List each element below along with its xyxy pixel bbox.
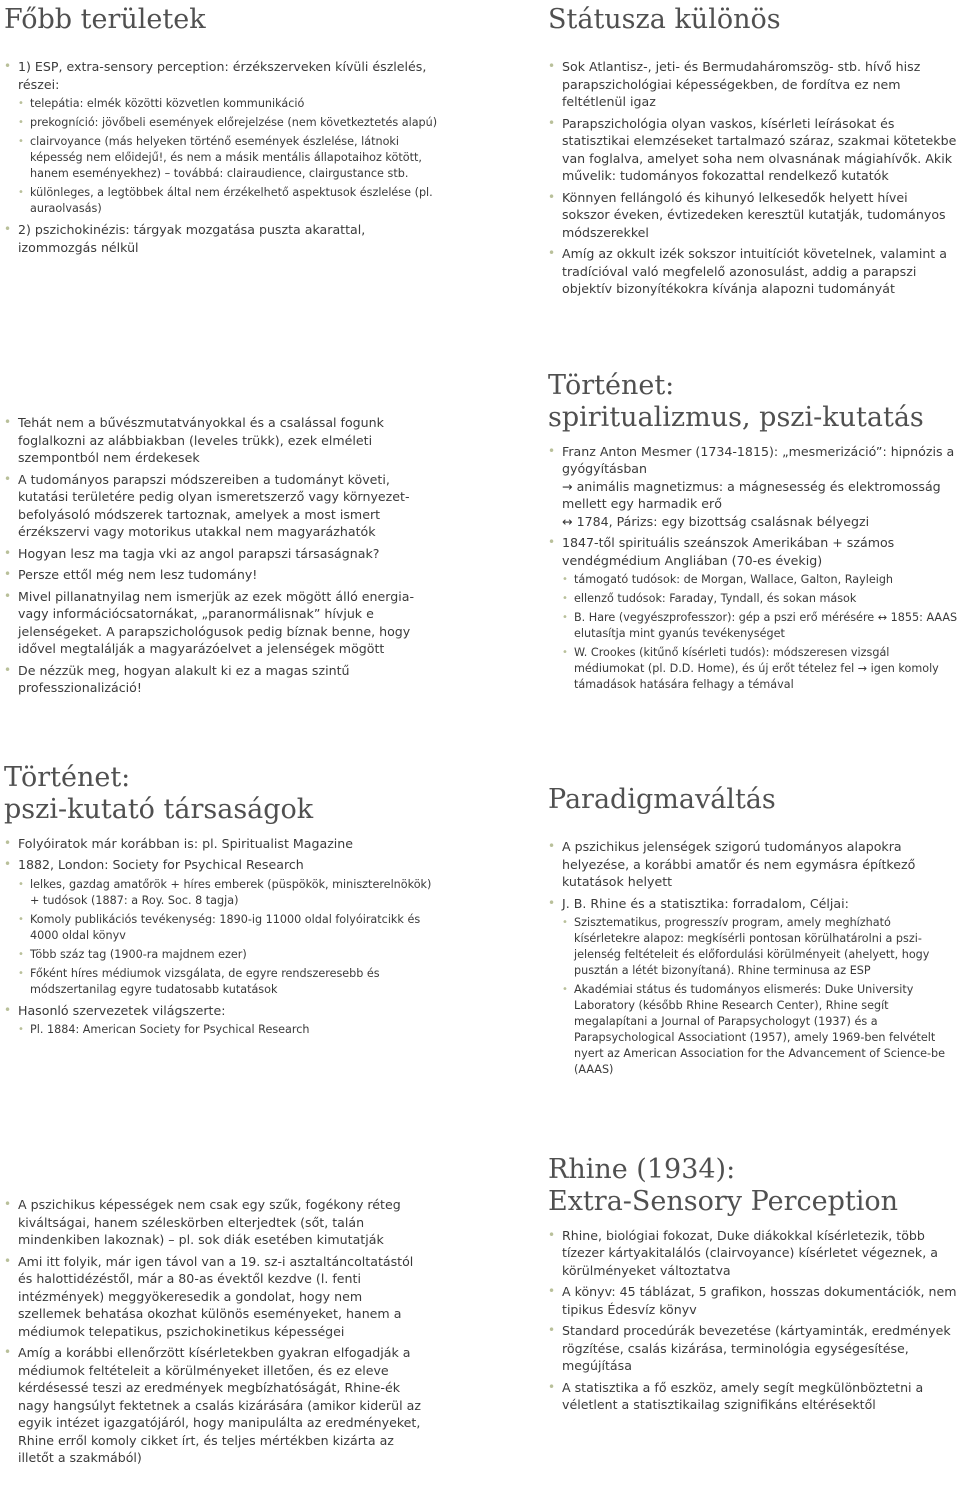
list-item: • 2) pszichokinézis: tárgyak mozgatása puszta akarattal, izommozgás nélkül [4, 221, 444, 256]
sub-item: • különleges, a legtöbbek által nem érzékelhető aspektusok észlelése (pl. auraolvasás) [18, 185, 444, 217]
sub-item: • ellenző tudósok: Faraday, Tyndall, és sokan mások [562, 591, 958, 607]
sub-item: • Főként híres médiumok vizsgálata, de egyre rendszeresebb és módszertanilag egyre tudatosabb kutatások [18, 966, 444, 998]
list-item: • 1847-től spirituális szeánszok Amerikában + számos vendégmédium Angliában (70-es évekig) • támogató tudósok: de Morgan, Wallace, Galton, Rayleigh • ellenző tudósok: Faraday, Tyndall, és sokan mások • B. Hare (vegyészprofesszor): gép a pszi erő mérésére ↔ 1855: AAAS elutasítja mint gyanús tevékenységet • W. Crookes (kitűnő kísérleti tudós): módszeresen vizsgál médiumokat (pl. D.D. Home), és új erőt tételez fel → igen komoly támadások hatására felhagy a témával [548, 534, 958, 693]
sub-item: • Több száz tag (1900-ra majdnem ezer) [18, 947, 444, 963]
list-item: • Amíg a korábbi ellenőrzött kísérletekben gyakran elfogadják a médiumok feltételeit a körülményeket illetően, és ez eleve kérdésessé teszi az eredmények megbízhatóságát, Rhine-ék nagy hangsúlyt fektetnek a csalás kizárására (amikor kiderül az egyik intézet igazgatójáról, hogy manipulálta az eredményeket, Rhine erről komoly cikket írt, és teljes mértékben kizárta az illetőt a szakmából) [4, 1344, 422, 1467]
sub-item: • W. Crookes (kitűnő kísérleti tudós): módszeresen vizsgál médiumokat (pl. D.D. Home), és új erőt tételez fel → igen komoly támadások hatására felhagy a témával [562, 645, 958, 693]
sub-item: • lelkes, gazdag amatőrök + híres emberek (püspökök, miniszterelnökök) + tudósok (1887: a Roy. Soc. 8 tagja) [18, 877, 444, 909]
list-item: • A pszichikus képességek nem csak egy szűk, fogékony réteg kiváltságai, hanem széleskörben elterjedtek (sőt, talán mindenkiben lakoznak) – pl. sok diák esetében kimutatják [4, 1196, 422, 1249]
sub-item: • telepátia: elmék közötti közvetlen kommunikáció [18, 96, 444, 112]
slide-title: Státusza különös [548, 4, 781, 35]
sub-item: • clairvoyance (más helyeken történő események észlelése, látnoki képesség nem előidejű!, és nem a másik mentális állapotaihoz kötött, hanem eseményekhez) – továbbá: clairaudience, clairgustance stb. [18, 134, 444, 182]
slide-title: Történet: spiritualizmus, pszi-kutatás [548, 370, 924, 434]
sub-item: • Szisztematikus, progresszív program, amely meghízható kísérletekre alapoz: megkísérli pontosan körülhatárolni a pszi-jelenség feltételeit és előfordulási körülményeit (ahelyett, hogy pusztán a létét bizonyítaná). Rhine terminusa az ESP [562, 915, 958, 979]
slide-title: Paradigmaváltás [548, 784, 776, 815]
slide-fobb-teruletek [4, 4, 444, 260]
list-item: • Mivel pillanatnyilag nem ismerjük az ezek mögött álló energia-vagy információcsatornákat, „paranormálisnak” hívjuk e jelenségeket. A parapszichológusok pedig bíznak benne, hogy idővel megtalálják a magyarázóelvet a jelenségek mögött [4, 588, 422, 658]
list-item: • Könnyen fellángoló és kihunyó lelkesedők helyett hívei sokszor éveken, évtizedeken keresztül kutatják, tudományos módszerekkel [548, 189, 958, 242]
list-item: • Amíg az okkult izék sokszor intuitíciót követelnek, valamint a tradícióval való megfelelő azonosulást, addig a parapszi objektív bizonyítékokra kívánja alapozni tudományát [548, 245, 958, 298]
slide-tortenet-spiritualizmus [548, 370, 958, 697]
list-item: • Ami itt folyik, már igen távol van a 19. sz-i asztaltáncoltatástól és halottidézéstől, már a 80-as évektől kezdve (l. fenti intézmények) meggyökeresedik a gondolat, hogy nem szellemek behatása okozhat különös eseményeket, hanem a médiumok telepatikus, pszichokinetikus képességei [4, 1253, 422, 1341]
list-item: • Hogyan lesz ma tagja vki az angol parapszi társaságnak? [4, 545, 422, 563]
list-item: • A tudományos parapszi módszereiben a tudományt követi, kutatási területére pedig olyan ismeretszerző vagy környezet-befolyásoló módszerek tartoznak, amelyek a most ismert érzékszervi vagy motorikus utakkal nem magyarázhatók [4, 471, 422, 541]
slide-tortenet-tarsasagok [4, 762, 444, 1042]
slide-bevezeto-folytatas [4, 414, 422, 701]
sub-item: • Akadémiai státus és tudományos elismerés: Duke University Laboratory (később Rhine Research Center), Rhine segít megalapítani a Journal of Parapsychologyt (1937) és a Parapsychological Associationt (1957), amely 1969-ben felvételt nyert az American Association for the Advancement of Science-be (AAAS) [562, 982, 958, 1078]
slide-paradigmavaltas [548, 784, 958, 1082]
list-item: • Standard procedúrák bevezetése (kártyaminták, eredmények rögzítése, csalás kizárása, terminológia egységesítése, megújítása [548, 1322, 958, 1375]
slide-title: Rhine (1934): Extra-Sensory Perception [548, 1154, 898, 1218]
list-item: • Franz Anton Mesmer (1734-1815): „mesmerizáció”: hipnózis a gyógyításban → animális magnetizmus: a mágnesesség és elektromosság mellett egy harmadik erő ↔ 1784, Párizs: egy bizottság csalásnak bélyegzi [548, 443, 958, 531]
slide-rhine-folytatas [4, 1196, 422, 1471]
list-item: • J. B. Rhine és a statisztika: forradalom, Céljai: • Szisztematikus, progresszív program, amely meghízható kísérletekre alapoz: megkísérli pontosan körülhatárolni a pszi-jelenség feltételeit és előfordulási körülményeit (ahelyett, hogy pusztán a létét bizonyítaná). Rhine terminusa az ESP • Akadémiai státus és tudományos elismerés: Duke University Laboratory (később Rhine Research Center), Rhine segít megalapítani a Journal of Parapsychologyt (1937) és a Parapsychological Associationt (1957), amely 1969-ben felvételt nyert az American Association for the Advancement of Science-be (AAAS) [548, 895, 958, 1079]
list-item: • A könyv: 45 táblázat, 5 grafikon, hosszas dokumentációk, nem tipikus Édesvíz könyv [548, 1283, 958, 1318]
sub-item: • Pl. 1884: American Society for Psychical Research [18, 1022, 444, 1038]
sub-item: • prekogníció: jövőbeli események előrejelzése (nem következtetés alapú) [18, 115, 444, 131]
sub-item: • Komoly publikációs tevékenység: 1890-ig 11000 oldal folyóiratcikk és 4000 oldal könyv [18, 912, 444, 944]
list-item: • Folyóiratok már korábban is: pl. Spiritualist Magazine [4, 835, 444, 853]
slide-title: Történet: pszi-kutató társaságok [4, 762, 314, 826]
list-item: • De nézzük meg, hogyan alakult ki ez a magas szintű professzionalizáció! [4, 662, 422, 697]
arrow-both-icon: ↔ [562, 513, 573, 529]
list-item: • Persze ettől még nem lesz tudomány! [4, 566, 422, 584]
slide-title: Főbb területek [4, 4, 206, 35]
arrow-right-icon: → [562, 478, 573, 494]
list-item: • Parapszichológia olyan vaskos, kísérleti leírásokat és statisztikai elemzéseket tartalmazó száraz, szakmai kötetekbe van foglalva, amelyet soha nem olvasnának mágiahívők. Akik művelik: tudományos fokozattal rendelkező kutatók [548, 115, 958, 185]
list-item: • 1) ESP, extra-sensory perception: érzékszerveken kívüli észlelés, részei: • telepátia: elmék közötti közvetlen kommunikáció • prekogníció: jövőbeli események előrejelzése (nem következtetés alapú) • clairvoyance (más helyeken történő események észlelése, látnoki képesség nem előidejű!, és nem a másik mentális állapotaihoz kötött, hanem eseményekhez) – továbbá: clairaudience, clairgustance stb. • különleges, a legtöbbek által nem érzékelhető aspektusok észlelése (pl. auraolvasás) [4, 58, 444, 217]
list-item: • Hasonló szervezetek világszerte: • Pl. 1884: American Society for Psychical Research [4, 1002, 444, 1039]
slide-statusza-kulonos [548, 4, 958, 302]
list-item: • Sok Atlantisz-, jeti- és Bermudaháromszög- stb. hívő hisz parapszichológiai képességekben, de fordítva ez nem feltétlenül igaz [548, 58, 958, 111]
sub-item: • támogató tudósok: de Morgan, Wallace, Galton, Rayleigh [562, 572, 958, 588]
list-item: • Tehát nem a bűvészmutatványokkal és a csalással fogunk foglalkozni az alábbiakban (leveles trükk), ezek elméleti szempontból nem érdekesek [4, 414, 422, 467]
list-item: • 1882, London: Society for Psychical Research • lelkes, gazdag amatőrök + híres emberek (püspökök, miniszterelnökök) + tudósok (1887: a Roy. Soc. 8 tagja) • Komoly publikációs tevékenység: 1890-ig 11000 oldal folyóiratcikk és 4000 oldal könyv • Több száz tag (1900-ra majdnem ezer) • Főként híres médiumok vizsgálata, de egyre rendszeresebb és módszertanilag egyre tudatosabb kutatások [4, 856, 444, 998]
slide-rhine-1934 [548, 1154, 958, 1418]
list-item: • A pszichikus jelenségek szigorú tudományos alapokra helyezése, a korábbi amatőr és nem egymásra építkező kutatások helyett [548, 838, 958, 891]
sub-item: • B. Hare (vegyészprofesszor): gép a pszi erő mérésére ↔ 1855: AAAS elutasítja mint gyanús tevékenységet [562, 610, 958, 642]
list-item: • Rhine, biológiai fokozat, Duke diákokkal kísérletezik, több tízezer kártyakitalálós (clairvoyance) kísérletet végeznek, a körülményeket változtatva [548, 1227, 958, 1280]
list-item: • A statisztika a fő eszköz, amely segít megkülönböztetni a véletlent a statisztikailag szignifikáns eltérésektől [548, 1379, 958, 1414]
